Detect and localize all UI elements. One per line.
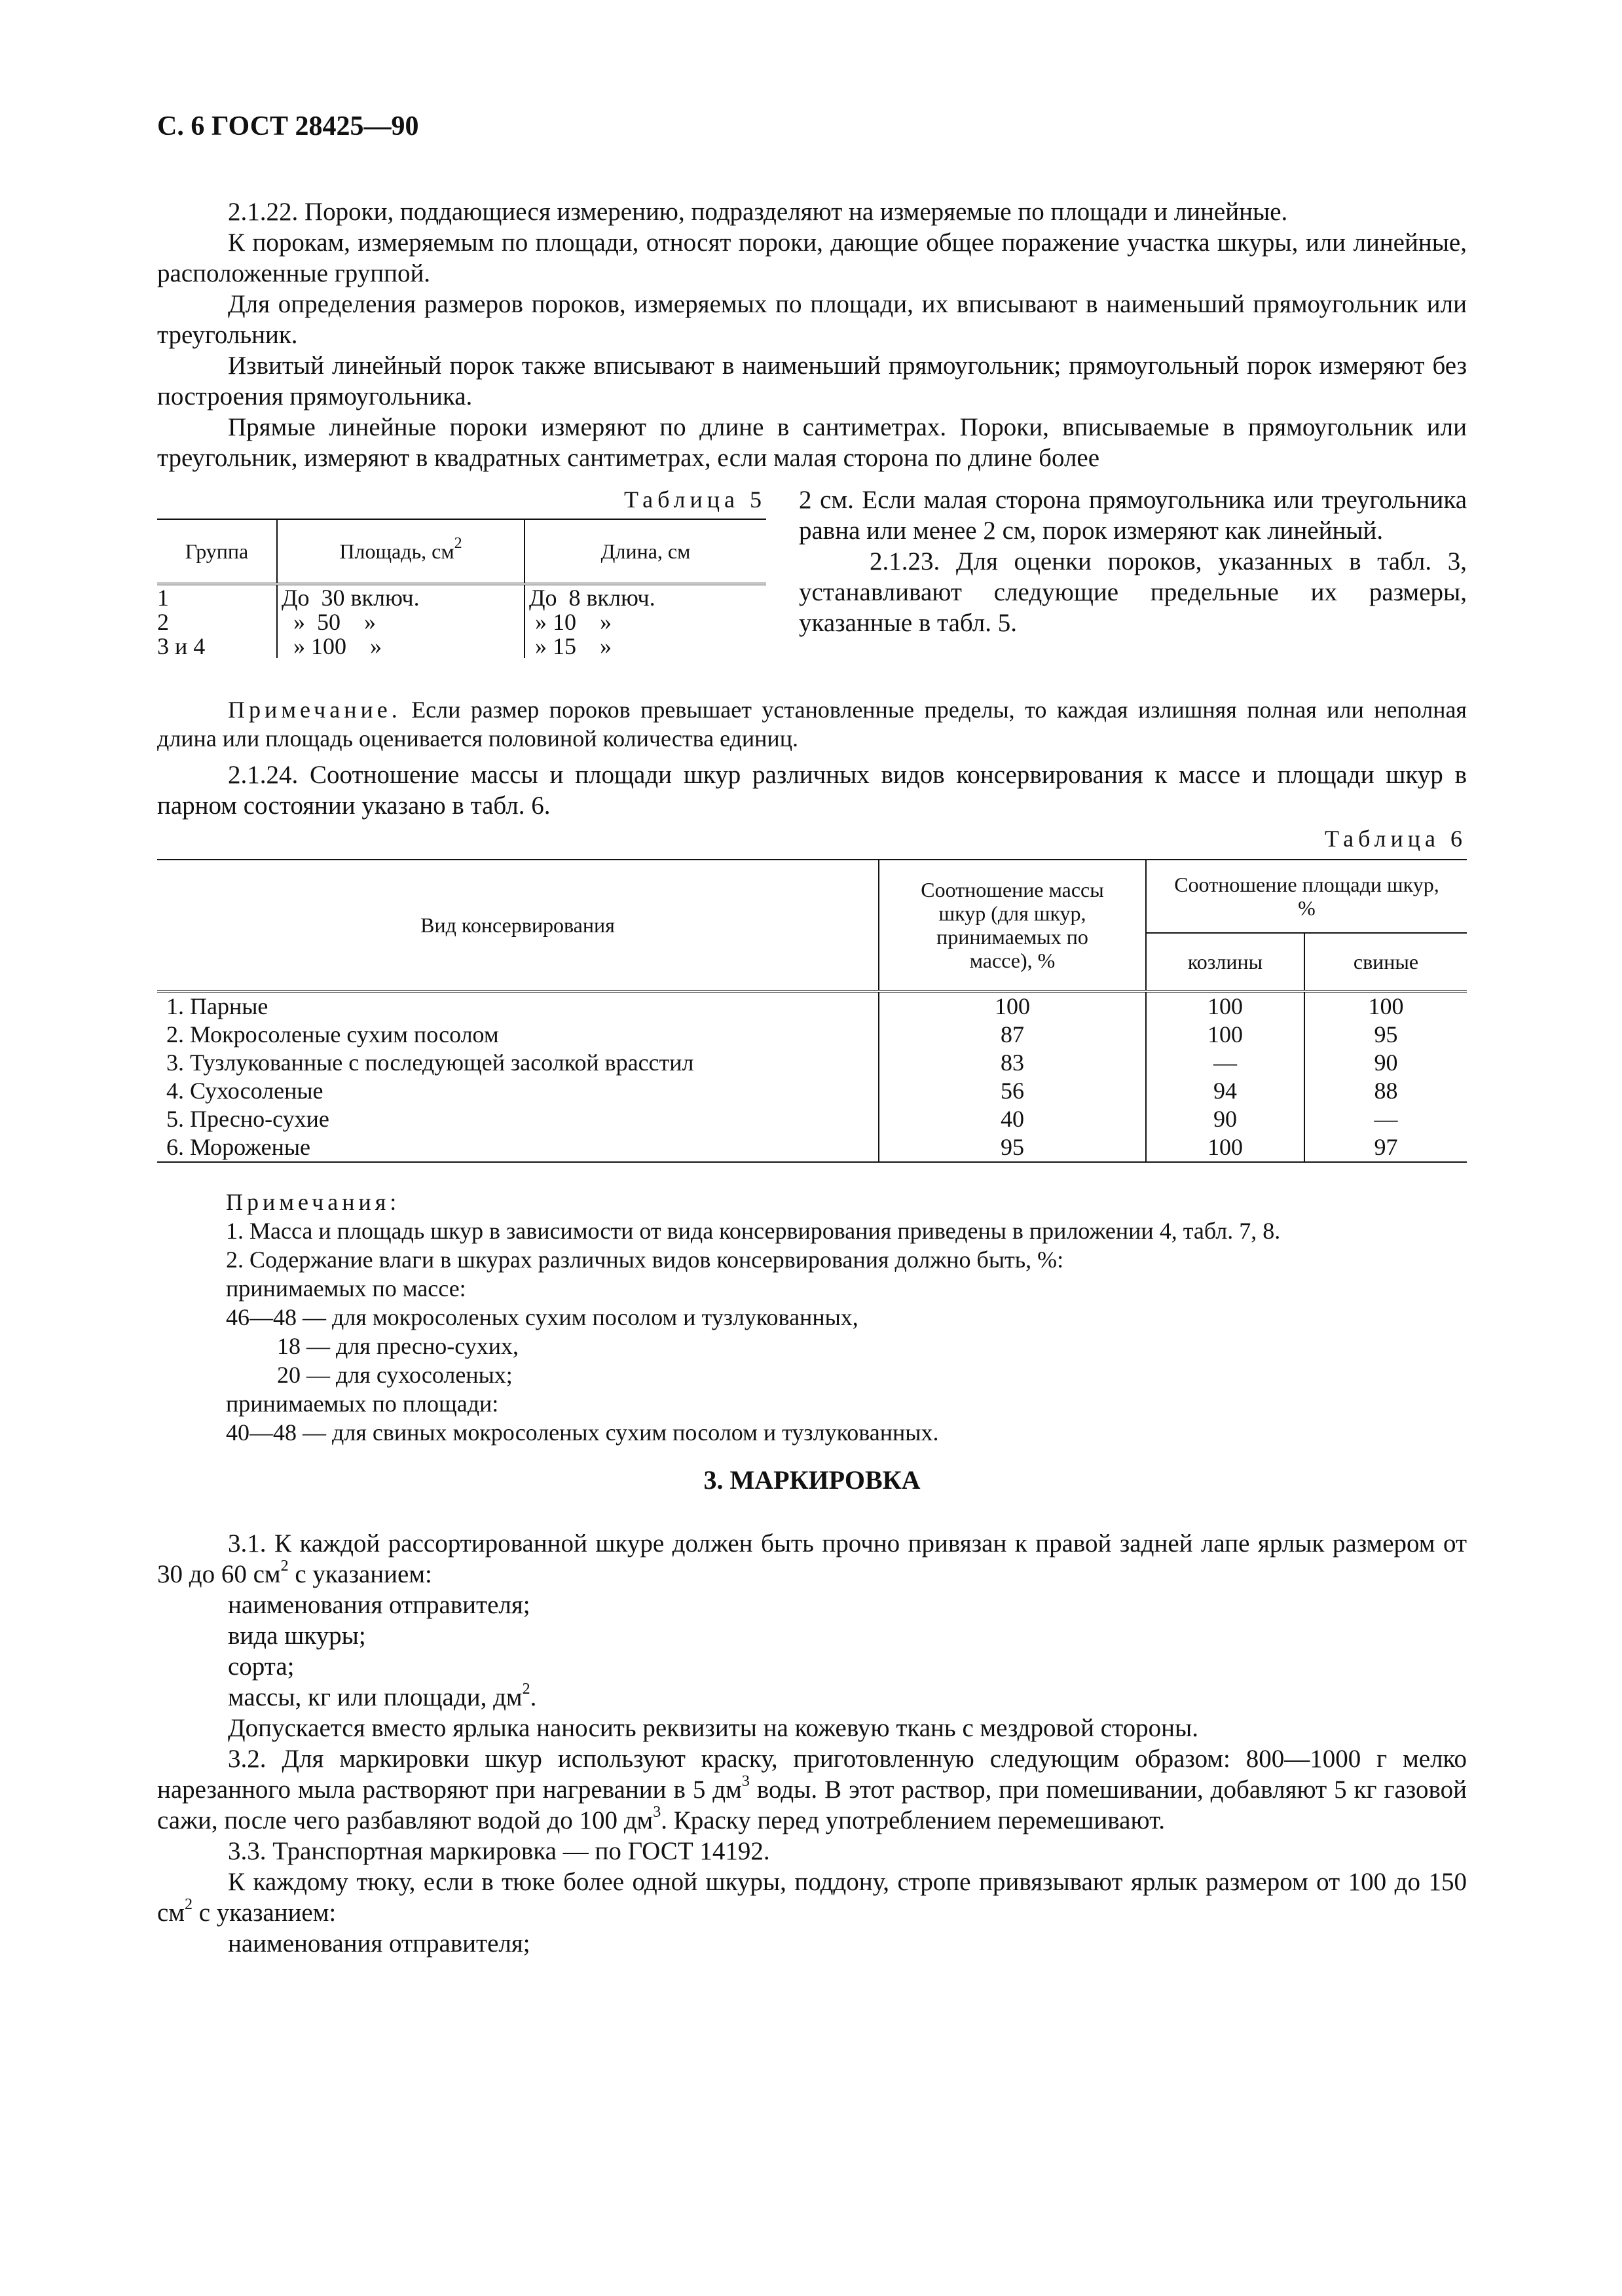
table-row: 4. Сухосоленые 56 94 88 <box>157 1077 1467 1105</box>
table-6-header-kind: Вид консервирования <box>157 860 879 991</box>
page-header: С. 6 ГОСТ 28425—90 <box>157 111 419 141</box>
section-3-body: 3.1. К каждой рассортированной шкуре должен быть прочно привязан к правой задней лапе ярлык размером от 30 до 60 $см^2$ с указанием: наименования отправителя; вида шкуры; сорта; массы, кг или площади, $дм^2$. Допускается вместо ярлыка наносить реквизиты на кожевую ткань с мездровой стороны. 3.2. Для маркировки шкур используют краску, приготовленную следующим образом: 800—1000 г мелко нарезанного мыла растворяют при нагревании в 5 $дм^3$ воды. В этот раствор, при помешивании, добавляют 5 кг газовой сажи, после чего разбавляют водой до 100 $дм^3$. Краску перед употреблением перемешивают. 3.3. Транспортная маркировка — по ГОСТ 14192. К каждому тюку, если в тюке более одной шкуры, поддону, стропе привязывают ярлык размером от 100 до 150 $см^2$ с указанием: наименования отправителя; <box>157 1529 1467 1958</box>
table-6-header-pig: свиные <box>1304 933 1467 991</box>
paragraph: Извитый линейный порок также вписывают в наименьший прямоугольник; прямоугольный порок измеряют без построения прямоугольника. <box>157 352 1467 410</box>
table-row: 3. Тузлукованные с последующей засолкой врасстил 83 — 90 <box>157 1049 1467 1077</box>
paragraph: К каждому тюку, если в тюке более одной шкуры, поддону, стропе привязывают ярлык размером от 100 до 150 $см^2$ с указанием: <box>157 1868 1467 1927</box>
paragraph: К порокам, измеряемым по площади, относят пороки, дающие общее поражение участка шкуры, или линейные, расположенные группой. <box>157 228 1467 287</box>
paragraph: Для определения размеров пороков, измеряемых по площади, их вписывают в наименьший прямоугольник или треугольник. <box>157 290 1467 349</box>
table-5-group-column: 1 2 3 и 4 <box>157 585 206 659</box>
table-6-caption: Таблица 6 <box>1325 826 1467 852</box>
table-6-header-area: Соотношение площади шкур, % <box>1146 860 1467 933</box>
paragraph: 2.1.23. Для оценки пороков, указанных в табл. 3, устанавливают следующие предельные их размеры, указанные в табл. 5. <box>799 547 1467 637</box>
table-6-header-goat: козлины <box>1146 933 1304 991</box>
table-row: 2. Мокросоленые сухим посолом 87 100 95 <box>157 1021 1467 1049</box>
table-row: 5. Пресно-сухие 40 90 — <box>157 1105 1467 1133</box>
paragraph: 3.2. Для маркировки шкур используют краску, приготовленную следующим образом: 800—1000 г мелко нарезанного мыла растворяют при нагревании в 5 $дм^3$ воды. В этот раствор, при помешивании, добавляют 5 кг газовой сажи, после чего разбавляют водой до 100 $дм^3$. Краску перед употреблением перемешивают. <box>157 1745 1467 1834</box>
table-5-header-group: Группа <box>157 519 277 584</box>
side-text <box>799 484 1467 638</box>
paragraph: 3.1. К каждой рассортированной шкуре должен быть прочно привязан к правой задней лапе ярлык размером от 30 до 60 $см^2$ с указанием: <box>157 1529 1467 1588</box>
section-2-1-22 <box>157 196 1467 473</box>
table-5-header-area: Площадь, $см^2$ <box>277 519 525 584</box>
table-row: 6. Мороженые 95 100 97 <box>157 1133 1467 1162</box>
table-6-header-mass: Соотношение массы шкур (для шкур, принимаемых по массе), % <box>879 860 1146 991</box>
paragraph: Прямые линейные пороки измеряют по длине в сантиметрах. Пороки, вписываемые в прямоугольник или треугольник, измеряют в квадратных сантиметрах, если малая сторона по длине более <box>157 413 1467 472</box>
section-3-heading: 3. МАРКИРОВКА <box>703 1465 921 1495</box>
table-6 <box>157 859 1467 1163</box>
table-5-area-column: До 30 включ. » 50 » » 100 » <box>277 584 525 658</box>
table-6-notes: Примечания: 1. Масса и площадь шкур в зависимости от вида консервирования приведены в приложении 4, табл. 7, 8. 2. Содержание влаги в шкурах различных видов консервирования должно быть, %: принимаемых по массе: 46—48 — для мокросоленых сухим посолом и тузлукованных, 18 — для пресно-сухих, 20 — для сухосоленых; принимаемых по площади: 40—48 — для свиных мокросоленых сухим посолом и тузлукованных. <box>226 1189 1281 1446</box>
paragraph: 2 см. Если малая сторона прямоугольника или треугольника равна или менее 2 см, порок измеряют как линейный. <box>799 486 1467 545</box>
table-5-note: Примечание. Если размер пороков превышает установленные пределы, то каждая излишняя полная или неполная длина или площадь оценивается половиной количества единиц. <box>157 697 1467 752</box>
table-5-caption: Таблица 5 <box>624 486 766 513</box>
table-row: 1. Парные 100 100 100 <box>157 991 1467 1021</box>
table-5 <box>157 519 766 658</box>
section-2-1-24: 2.1.24. Соотношение массы и площади шкур различных видов консервирования к массе и площади шкур в парном состоянии указано в табл. 6. <box>157 761 1467 820</box>
paragraph: 2.1.22. Пороки, поддающиеся измерению, подразделяют на измеряемые по площади и линейные. <box>228 198 1288 226</box>
table-5-length-column: До 8 включ. » 10 » » 15 » <box>525 584 766 658</box>
table-5-header-length: Длина, см <box>525 519 766 584</box>
